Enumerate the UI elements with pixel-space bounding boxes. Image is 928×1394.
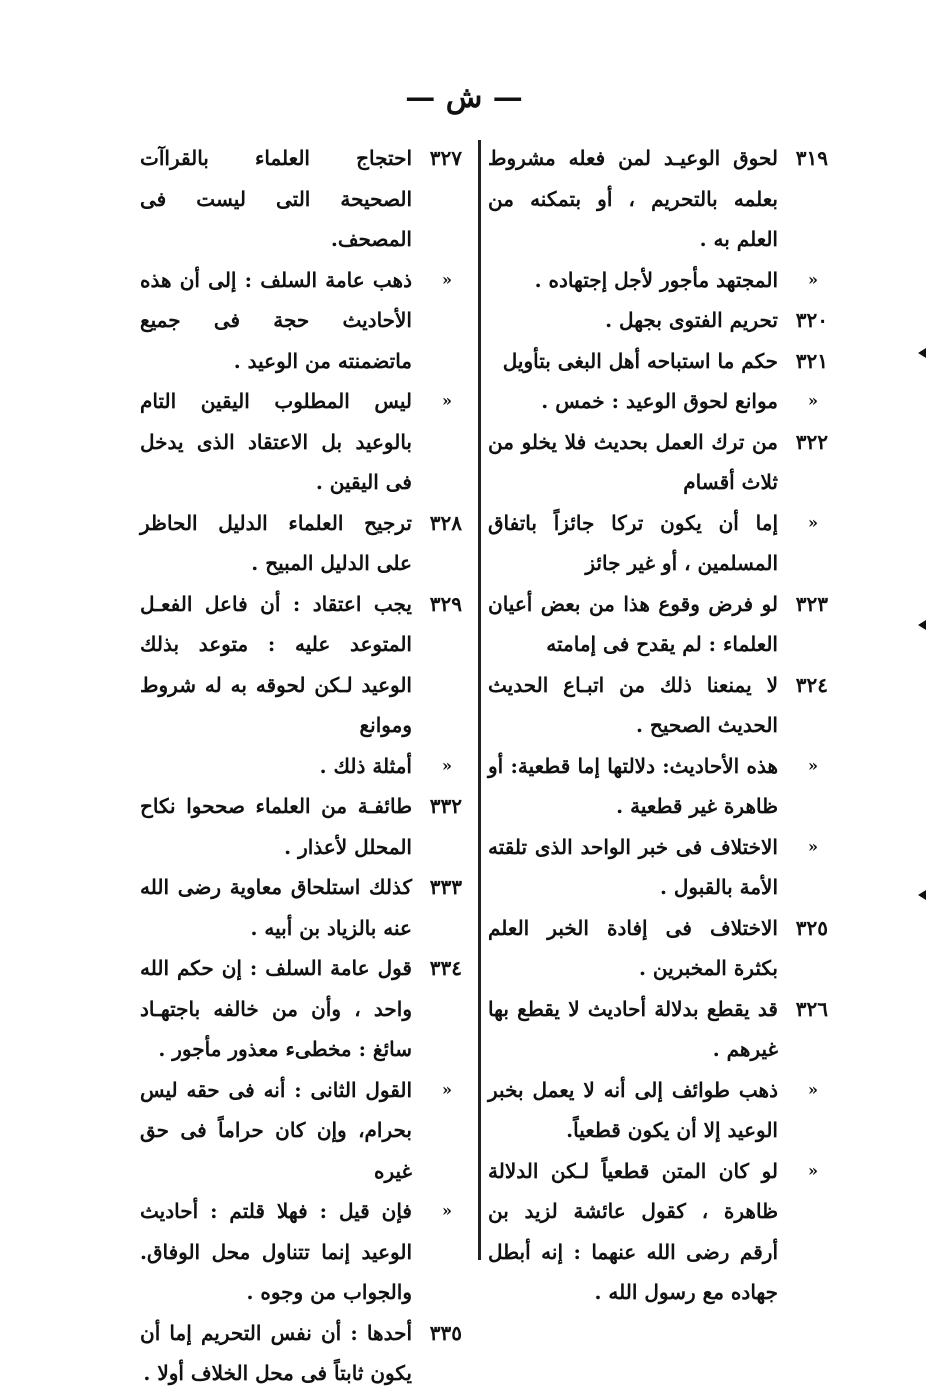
entry-text: تحريم الفتوى بجهل . bbox=[605, 308, 778, 332]
index-entry bbox=[488, 1070, 828, 1151]
index-entry bbox=[140, 746, 462, 787]
entry-text: ذهب عامة السلف : إلى أن هذه الأحاديث حجة فى جميع ماتضمنته من الوعيد . bbox=[140, 267, 412, 373]
entry-page-number: ٣٣٣ bbox=[429, 875, 462, 899]
entry-text: ترجيح العلماء الدليل الحاظر على الدليل المبيح . bbox=[140, 510, 412, 575]
entry-text: لحوق الوعيـد لمن فعله مشروط بعلمه بالتحريم ، أو بتمكنه من العلم به . bbox=[488, 146, 778, 251]
index-entry bbox=[140, 1313, 462, 1394]
entry-text: موانع لحوق الوعيد : خمس . bbox=[541, 389, 778, 413]
entry-page-number: ٣٢٥ bbox=[795, 915, 828, 940]
entry-text: طائفـة من العلماء صححوا نكاح المحلل لأعذار . bbox=[140, 794, 412, 859]
index-entry bbox=[488, 341, 828, 382]
entry-page-number: ٣٢٢ bbox=[795, 429, 828, 454]
entry-page-number: ٣٢٤ bbox=[795, 672, 828, 697]
ditto-mark: « bbox=[808, 512, 818, 532]
entry-text: ليس المطلوب اليقين التام بالوعيد بل الاعتقاد الذى يدخل فى اليقين . bbox=[140, 389, 412, 494]
index-entry bbox=[488, 300, 828, 341]
entry-text: لو كان المتن قطعياً لـكن الدلالة ظاهرة ، كقول عائشة لزيد بن أرقم رضى الله عنهما : إنه أبطل جهاده مع رسول الله . bbox=[488, 1158, 778, 1304]
index-entry bbox=[488, 381, 828, 422]
index-entry bbox=[140, 503, 462, 584]
index-entry bbox=[488, 422, 828, 503]
entry-page-number: ٣٣٥ bbox=[429, 1320, 462, 1345]
column-divider bbox=[478, 140, 481, 1260]
entry-text: كذلك استلحاق معاوية رضى الله عنه بالزياد بن أبيه . bbox=[140, 875, 412, 940]
margin-mark bbox=[918, 348, 926, 358]
entry-text: إما أن يكون تركا جائزاً باتفاق المسلمين ، أو غير جائز bbox=[488, 510, 778, 575]
ditto-mark: « bbox=[442, 269, 452, 289]
margin-mark bbox=[918, 890, 926, 900]
ditto-mark: « bbox=[808, 836, 818, 856]
ditto-mark: « bbox=[442, 1201, 452, 1220]
index-entry bbox=[488, 584, 828, 665]
entry-page-number: ٣٣٤ bbox=[429, 956, 462, 980]
entry-page-number: ٣٣٢ bbox=[429, 794, 462, 818]
index-entry bbox=[140, 948, 462, 1070]
ditto-mark: « bbox=[442, 755, 452, 775]
entry-text: القول الثانى : أنه فى حقه ليس بحرام، وإن كان حراماً فى حق غيره bbox=[140, 1077, 412, 1183]
index-entry bbox=[488, 1151, 828, 1313]
entry-text: حكم ما استباحه أهل البغى بتأويل bbox=[502, 348, 778, 373]
entry-text: الاختلاف فى خبر الواحد الذى تلقته الأمة بالقبول . bbox=[488, 834, 778, 899]
entry-text: قد يقطع بدلالة أحاديث لا يقطع بها غيرهم . bbox=[488, 996, 778, 1061]
index-entry bbox=[488, 503, 828, 584]
page-letter: — ش — bbox=[405, 80, 523, 115]
index-entry bbox=[140, 138, 462, 260]
index-entry bbox=[488, 665, 828, 746]
entry-page-number: ٣١٩ bbox=[795, 146, 828, 170]
entry-page-number: ٣٢٣ bbox=[795, 591, 828, 616]
entry-page-number: ٣٢٠ bbox=[795, 308, 828, 332]
left-column bbox=[140, 138, 462, 1394]
entry-text: لو فرض وقوع هذا من بعض أعيان العلماء : لم يقدح فى إمامته bbox=[488, 591, 778, 656]
index-entry bbox=[488, 908, 828, 989]
entry-text: من ترك العمل بحديث فلا يخلو من ثلاث أقسام bbox=[488, 429, 778, 494]
index-entry bbox=[488, 989, 828, 1070]
right-column bbox=[488, 138, 828, 1313]
index-entry bbox=[140, 381, 462, 503]
entry-page-number: ٣٢٩ bbox=[429, 591, 462, 616]
index-entry bbox=[488, 138, 828, 260]
index-entry bbox=[140, 1070, 462, 1192]
index-entry bbox=[140, 260, 462, 382]
entry-text: فإن قيل : فهلا قلتم : أحاديث الوعيد إنما تتناول محل الوفاق. والجواب من وجوه . bbox=[140, 1199, 412, 1304]
margin-mark bbox=[918, 620, 926, 630]
entry-text: احتجاج العلماء بالقراآت الصحيحة التى ليست فى المصحف. bbox=[140, 146, 412, 251]
ditto-mark: « bbox=[808, 391, 818, 410]
index-entry bbox=[488, 827, 828, 908]
ditto-mark: « bbox=[808, 755, 818, 775]
entry-text: أحدها : أن نفس التحريم إما أن يكون ثابتاً فى محل الخلاف أولا . bbox=[140, 1320, 412, 1385]
entry-page-number: ٣٢٦ bbox=[795, 996, 828, 1021]
ditto-mark: « bbox=[808, 1079, 818, 1099]
entry-text: قول عامة السلف : إن حكم الله واحد ، وأن من خالفه باجتهـاد سائغ : مخطىء معذور مأجور . bbox=[140, 956, 412, 1061]
ditto-mark: « bbox=[442, 1079, 452, 1099]
entry-text: لا يمنعنا ذلك من اتبـاع الحديث الحديث الصحيح . bbox=[488, 672, 778, 737]
index-entry bbox=[140, 584, 462, 746]
entry-text: هذه الأحاديث: دلالتها إما قطعية: أو ظاهرة غير قطعية . bbox=[488, 753, 778, 818]
ditto-mark: « bbox=[808, 1160, 818, 1180]
index-entry bbox=[140, 786, 462, 867]
entry-text: المجتهد مأجور لأجل إجتهاده . bbox=[534, 267, 778, 292]
entry-text: الاختلاف فى إفادة الخبر العلم بكثرة المخبرين . bbox=[488, 915, 778, 980]
entry-text: ذهب طوائف إلى أنه لا يعمل بخبر الوعيد إلا أن يكون قطعياً. bbox=[488, 1077, 778, 1142]
index-entry bbox=[488, 260, 828, 301]
entry-page-number: ٣٢٨ bbox=[429, 510, 462, 535]
page-header bbox=[0, 78, 928, 118]
index-entry bbox=[140, 867, 462, 948]
ditto-mark: « bbox=[808, 269, 818, 289]
index-entry bbox=[140, 1191, 462, 1313]
entry-page-number: ٣٢٧ bbox=[429, 146, 462, 170]
entry-text: أمثلة ذلك . bbox=[319, 753, 412, 778]
entry-page-number: ٣٢١ bbox=[795, 348, 828, 373]
entry-text: يجب اعتقاد : أن فاعل الفعـل المتوعد عليه : متوعد بذلك الوعيد لـكن لحوقه به له شروط وموانع bbox=[140, 591, 412, 737]
ditto-mark: « bbox=[442, 391, 452, 410]
index-entry bbox=[488, 746, 828, 827]
